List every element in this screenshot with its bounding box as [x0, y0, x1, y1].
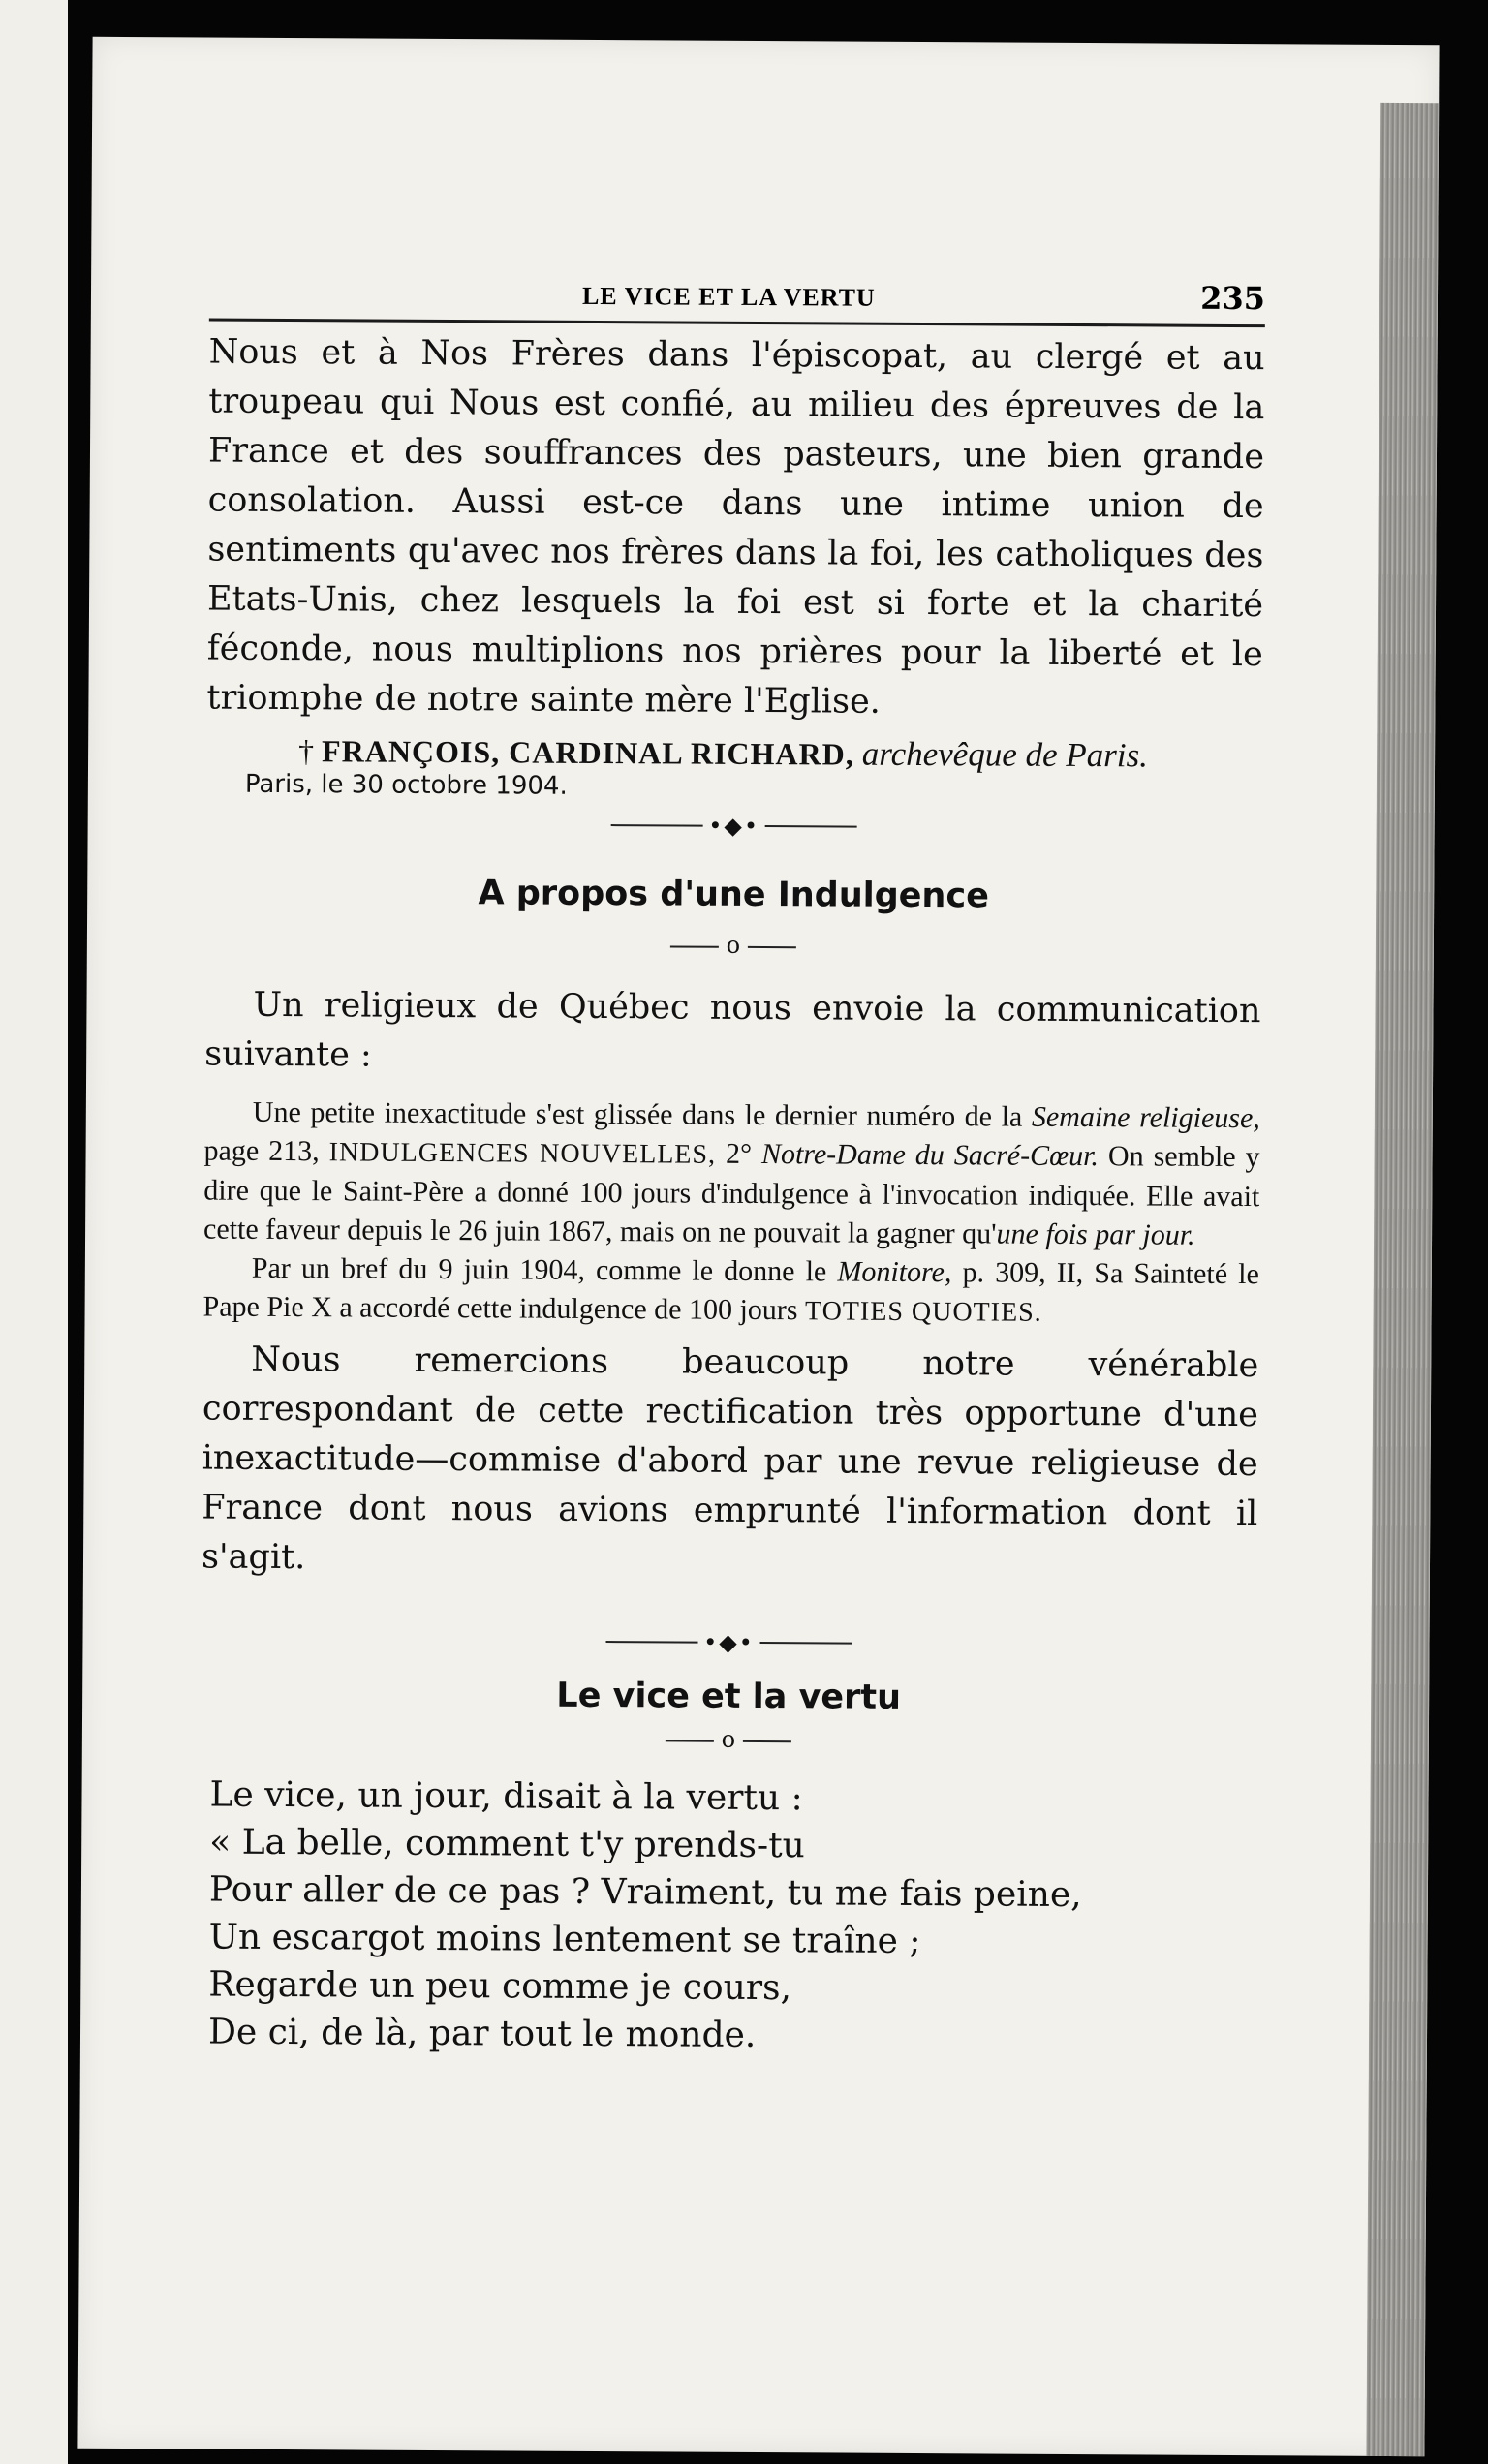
article-indulgence — [202, 873, 1261, 1589]
separator-circle: o — [726, 931, 741, 959]
poem — [199, 1771, 1256, 2062]
letter-block — [206, 328, 1265, 806]
poem-line: Un escargot moins lentement se traîne ; — [208, 1917, 921, 1962]
poem-line: « La belle, comment t'y prends-tu — [209, 1822, 805, 1866]
article-poem — [199, 1674, 1256, 2062]
page-header — [209, 280, 1265, 328]
cross-symbol: † — [298, 733, 315, 769]
quoted-paragraph-2: Par un bref du 9 juin 1904, comme le donne le Monitore, p. 309, II, Sa Sainteté le Pape Pie X a accordé cette indulgence de 100 jours TOTIES QUOTIES. — [202, 1251, 1259, 1328]
book-page — [78, 37, 1439, 2456]
signature-line — [206, 731, 1262, 777]
intro-paragraph: Un religieux de Québec nous envoie la communication suivante : — [204, 985, 1261, 1075]
article-title: Le vice et la vertu — [556, 1676, 902, 1717]
poem-line: Pour aller de ce pas ? Vraiment, tu me fais peine, — [208, 1869, 1082, 1916]
letter-date: Paris, le 30 octobre 1904. — [244, 769, 568, 801]
running-title: LE VICE ET LA VERTU — [581, 281, 876, 312]
separator-circle: o — [721, 1725, 736, 1753]
ornament-glyph: •◆• — [703, 1628, 755, 1656]
title-separator — [205, 929, 1261, 963]
adjacent-page-edge — [0, 0, 68, 2464]
page-number: 235 — [1200, 279, 1266, 318]
ornament-divider-1 — [206, 810, 1262, 844]
ornament-glyph: •◆• — [708, 812, 760, 840]
closing-paragraph: Nous remercions beaucoup notre vénérable correspondant de cette rectification très opportune d'une inexactitude—commise d'abord par une revue religieuse de France dont nous avions emprunté l'information dont il s'agit. — [201, 1340, 1259, 1578]
poem-line: De ci, de là, par tout le monde. — [207, 2012, 757, 2055]
quoted-paragraph-1: Une petite inexactitude s'est glissée dans le dernier numéro de la Semaine religieuse, page 213, INDULGENCES NOUVELLES, 2° Notre-Dame du Sacré-Cœur. On semble y dire que le Saint-Père a donné 100 jours d'indulgence à l'invocation indiquée. Elle avait cette faveur depuis le 26 juin 1867, mais on ne pouvait la gagner qu'une fois par jour. — [202, 1095, 1260, 1251]
poem-line: Le vice, un jour, disait à la vertu : — [209, 1774, 803, 1819]
letter-paragraph: Nous et à Nos Frères dans l'épiscopat, au clergé et au troupeau qui Nous est confié, au milieu des épreuves de la France et des souffrances des pasteurs, une bien grande consolation. Aussi est-ce dans une intime union de sentiments qu'avec nos frères dans la foi, les catholiques des Etats-Unis, chez lesquels la foi est si forte et la charité féconde, nous multiplions nos prières pour la liberté et le triomphe de notre sainte mère l'Eglise. — [206, 332, 1265, 722]
poem-line: Regarde un peu comme je cours, — [208, 1964, 792, 2009]
signature-title: archevêque de Paris. — [861, 734, 1149, 775]
title-separator — [201, 1722, 1256, 1756]
signature-name: FRANÇOIS, CARDINAL RICHARD, — [322, 733, 854, 772]
page-stack-edge — [1366, 103, 1439, 2456]
article-title: A propos d'une Indulgence — [478, 874, 990, 916]
ornament-divider-2 — [201, 1625, 1256, 1659]
